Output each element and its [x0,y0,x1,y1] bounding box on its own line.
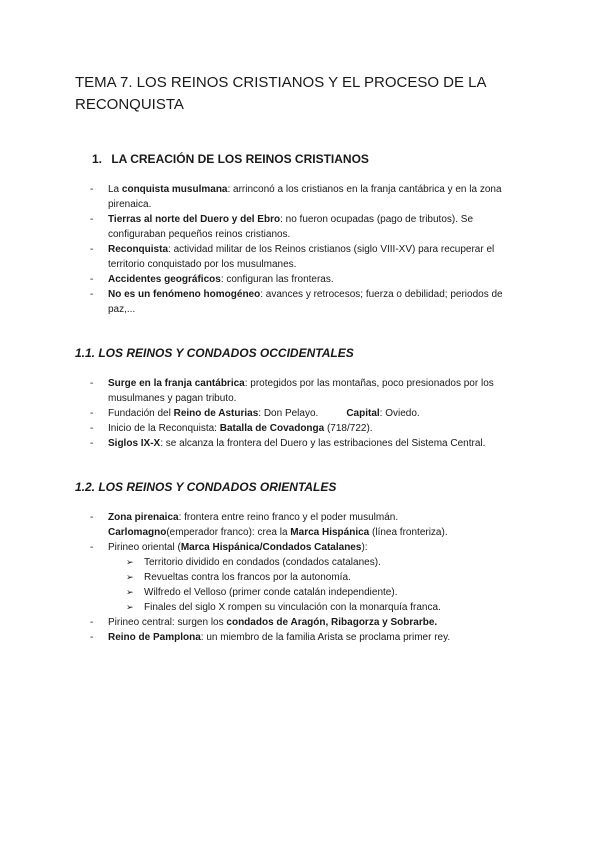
section-1-2-heading: 1.2. LOS REINOS Y CONDADOS ORIENTALES [75,480,337,494]
list-item: - Pirineo oriental (Marca Hispánica/Condados Catalanes): ➢ Territorio dividido en condados (condados catalanes). ➢ Revueltas contra los francos por la autonomía. ➢ Wilfredo el Velloso (primer conde catalán independiente). ➢ Finales del siglo X rompen su vinculación con la monarquía franca. [90,540,530,615]
list-item: - Surge en la franja cantábrica: protegidos por las montañas, poco presionados por los musulmanes y pagan tributo. [90,376,530,406]
list-item: - La conquista musulmana: arrinconó a los cristianos en la franja cantábrica y en la zona pirenaica. [90,182,530,212]
sub-list-item: ➢ Finales del siglo X rompen su vinculación con la monarquía franca. [126,600,530,615]
sub-list-item: ➢ Wilfredo el Velloso (primer conde catalán independiente). [126,585,530,600]
list-item: - Inicio de la Reconquista: Batalla de Covadonga (718/722). [90,421,530,436]
section-1-heading [92,152,369,166]
section-1-1-list [90,376,530,451]
list-item: - No es un fenómeno homogéneo: avances y retrocesos; fuerza o debilidad; periodos de paz,... [90,287,530,317]
list-item: - Zona pirenaica: frontera entre reino franco y el poder musulmán. [90,510,530,525]
sub-list [108,555,530,615]
section-1-title: LA CREACIÓN DE LOS REINOS CRISTIANOS [111,152,369,166]
section-1-number: 1. [92,152,103,166]
list-item: - Reino de Pamplona: un miembro de la familia Arista se proclama primer rey. [90,630,530,645]
section-1-1-heading: 1.1. LOS REINOS Y CONDADOS OCCIDENTALES [75,346,354,360]
sub-list-item: ➢ Revueltas contra los francos por la autonomía. [126,570,530,585]
list-item: - Tierras al norte del Duero y del Ebro: no fueron ocupadas (pago de tributos). Se configuraban pequeños reinos cristianos. [90,212,530,242]
list-item: - Fundación del Reino de Asturias: Don Pelayo. Capital: Oviedo. [90,406,530,421]
section-1-list [90,182,530,317]
page-title: TEMA 7. LOS REINOS CRISTIANOS Y EL PROCESO DE LA RECONQUISTA [75,74,486,113]
list-item: - Accidentes geográficos: configuran las fronteras. [90,272,530,287]
list-item: - Siglos IX-X: se alcanza la frontera del Duero y las estribaciones del Sistema Central. [90,436,530,451]
list-item: - Reconquista: actividad militar de los Reinos cristianos (siglo VIII-XV) para recuperar el territorio conquistado por los musulmanes. [90,242,530,272]
list-item: - Pirineo central: surgen los condados de Aragón, Ribagorza y Sobrarbe. [90,615,530,630]
sub-list-item: ➢ Territorio dividido en condados (condados catalanes). [126,555,530,570]
section-1-2-list [90,510,530,645]
list-item: Carlomagno(emperador franco): crea la Marca Hispánica (línea fronteriza). [108,527,448,538]
